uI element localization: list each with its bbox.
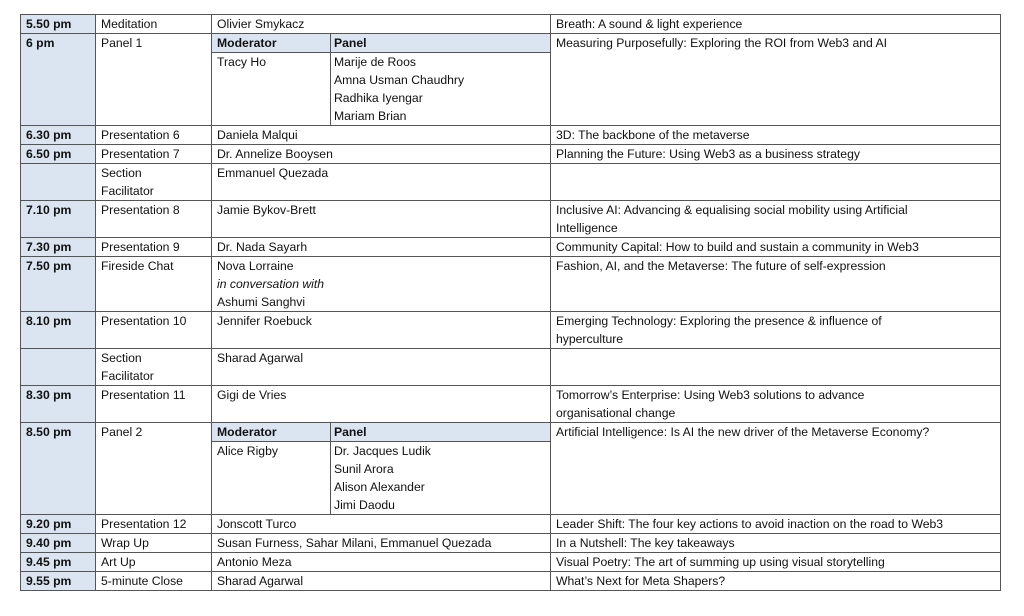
time-cell: 7.30 pm	[21, 238, 96, 257]
session-title: Community Capital: How to build and sustain a community in Web3	[551, 238, 1001, 257]
panelist-name: Alison Alexander	[334, 480, 425, 494]
time-cell: 8.30 pm	[21, 386, 96, 423]
table-row	[21, 164, 1001, 201]
moderator-name: Tracy Ho	[217, 55, 266, 69]
time-cell: 6.30 pm	[21, 126, 96, 145]
speaker-cell: Antonio Meza	[212, 553, 551, 572]
speaker-cell: Emmanuel Quezada	[212, 164, 551, 201]
session-type: Presentation 6	[96, 126, 212, 145]
session-title-line: Inclusive AI: Advancing & equalising social mobility using Artificial	[556, 203, 908, 217]
time-cell: 5.50 pm	[21, 15, 96, 34]
session-type: Presentation 11	[96, 386, 212, 423]
session-title-line: Tomorrow’s Enterprise: Using Web3 solutions to advance	[556, 388, 865, 402]
session-type: Presentation 10	[96, 312, 212, 349]
table-row	[21, 312, 1001, 349]
session-title: Fashion, AI, and the Metaverse: The future of self-expression	[551, 257, 1001, 312]
time-cell: 9.55 pm	[21, 572, 96, 591]
panel-subtable	[212, 34, 550, 125]
time-cell: 9.40 pm	[21, 534, 96, 553]
panel-header: Panel	[331, 423, 551, 442]
session-title-line: Emerging Technology: Exploring the presence & influence of	[556, 314, 882, 328]
speaker-name: Ashumi Sanghvi	[217, 295, 306, 309]
speaker-name: Nova Lorraine	[217, 259, 294, 273]
panelist-name: Marije de Roos	[334, 55, 416, 69]
panelist-name: Dr. Jacques Ludik	[334, 444, 431, 458]
session-title: What’s Next for Meta Shapers?	[551, 572, 1001, 591]
session-title: 3D: The backbone of the metaverse	[551, 126, 1001, 145]
speaker-cell: Dr. Annelize Booysen	[212, 145, 551, 164]
session-type: Presentation 9	[96, 238, 212, 257]
panel-cell	[212, 34, 551, 126]
schedule-table	[20, 14, 1001, 591]
moderator-name: Alice Rigby	[217, 444, 278, 458]
speaker-cell: Sharad Agarwal	[212, 349, 551, 386]
session-type: 5-minute Close	[96, 572, 212, 591]
panel-subtable	[212, 423, 550, 514]
table-row	[21, 423, 1001, 515]
session-type	[96, 349, 212, 386]
table-row	[21, 257, 1001, 312]
time-cell: 8.50 pm	[21, 423, 96, 515]
session-title	[551, 349, 1001, 386]
session-title: Planning the Future: Using Web3 as a business strategy	[551, 145, 1001, 164]
session-title: Visual Poetry: The art of summing up using visual storytelling	[551, 553, 1001, 572]
session-title-line: hyperculture	[556, 332, 624, 346]
time-cell: 9.45 pm	[21, 553, 96, 572]
table-row	[21, 349, 1001, 386]
moderator-header: Moderator	[212, 34, 331, 53]
speaker-cell	[212, 257, 551, 312]
session-title: In a Nutshell: The key takeaways	[551, 534, 1001, 553]
session-type: Meditation	[96, 15, 212, 34]
time-cell: 6.50 pm	[21, 145, 96, 164]
conversation-note: in conversation with	[217, 277, 325, 291]
panel-header: Panel	[331, 34, 551, 53]
speaker-cell: Susan Furness, Sahar Milani, Emmanuel Quezada	[212, 534, 551, 553]
panelist-list	[331, 442, 551, 515]
time-cell: 7.50 pm	[21, 257, 96, 312]
session-type: Panel 2	[96, 423, 212, 515]
time-cell	[21, 349, 96, 386]
session-type-line: Facilitator	[101, 369, 154, 383]
panel-cell	[212, 423, 551, 515]
time-cell: 7.10 pm	[21, 201, 96, 238]
table-row	[21, 145, 1001, 164]
time-cell: 6 pm	[21, 34, 96, 126]
session-title: Artificial Intelligence: Is AI the new driver of the Metaverse Economy?	[551, 423, 1001, 515]
session-title-line: organisational change	[556, 406, 676, 420]
table-row	[21, 201, 1001, 238]
session-type: Presentation 12	[96, 515, 212, 534]
session-title: Measuring Purposefully: Exploring the ROI from Web3 and AI	[551, 34, 1001, 126]
panelist-name: Sunil Arora	[334, 462, 394, 476]
speaker-cell: Sharad Agarwal	[212, 572, 551, 591]
panelist-name: Mariam Brian	[334, 109, 407, 123]
session-title: Breath: A sound & light experience	[551, 15, 1001, 34]
speaker-cell: Olivier Smykacz	[212, 15, 551, 34]
session-type: Art Up	[96, 553, 212, 572]
session-type: Presentation 8	[96, 201, 212, 238]
session-title	[551, 386, 1001, 423]
panelist-name: Jimi Daodu	[334, 498, 395, 512]
session-type-line: Section	[101, 166, 142, 180]
table-row	[21, 515, 1001, 534]
table-row	[21, 126, 1001, 145]
speaker-cell: Jennifer Roebuck	[212, 312, 551, 349]
panelist-name: Radhika Iyengar	[334, 91, 423, 105]
table-row	[21, 386, 1001, 423]
time-cell: 8.10 pm	[21, 312, 96, 349]
session-title-line: Intelligence	[556, 221, 618, 235]
time-cell: 9.20 pm	[21, 515, 96, 534]
session-title: Leader Shift: The four key actions to avoid inaction on the road to Web3	[551, 515, 1001, 534]
session-type: Panel 1	[96, 34, 212, 126]
speaker-cell: Gigi de Vries	[212, 386, 551, 423]
schedule-container	[20, 14, 1001, 591]
session-type	[96, 164, 212, 201]
speaker-cell: Daniela Malqui	[212, 126, 551, 145]
table-row	[21, 553, 1001, 572]
speaker-cell: Jamie Bykov-Brett	[212, 201, 551, 238]
table-row	[21, 534, 1001, 553]
session-title	[551, 312, 1001, 349]
session-title	[551, 164, 1001, 201]
panelist-list	[331, 53, 551, 126]
session-type: Wrap Up	[96, 534, 212, 553]
session-type-line: Section	[101, 351, 142, 365]
session-type-line: Facilitator	[101, 184, 154, 198]
time-cell	[21, 164, 96, 201]
table-row	[21, 238, 1001, 257]
table-row	[21, 572, 1001, 591]
table-row	[21, 15, 1001, 34]
speaker-cell: Dr. Nada Sayarh	[212, 238, 551, 257]
panelist-name: Amna Usman Chaudhry	[334, 73, 465, 87]
table-row	[21, 34, 1001, 126]
speaker-cell: Jonscott Turco	[212, 515, 551, 534]
session-type: Fireside Chat	[96, 257, 212, 312]
moderator-header: Moderator	[212, 423, 331, 442]
session-title	[551, 201, 1001, 238]
session-type: Presentation 7	[96, 145, 212, 164]
